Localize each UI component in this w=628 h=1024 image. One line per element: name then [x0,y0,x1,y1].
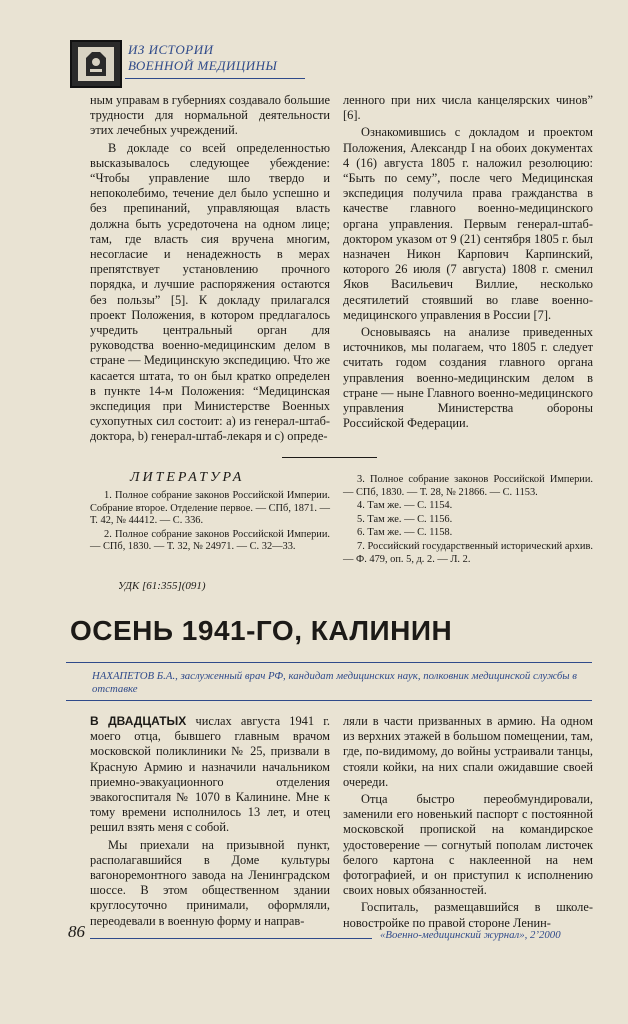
author-bottom-rule [66,700,592,701]
reference-item: 3. Полное собрание законов Российской Империи. — СПб, 1830. — Т. 28, № 21866. — С. 1153. [343,474,593,498]
reference-item: 1. Полное собрание законов Российской Империи. Собрание второе. Отделение первое. — СПб, 1871. — Т. 42, № 44412. — С. 336. [90,490,330,527]
paragraph: ным управам в губерниях создавало большие трудности для нормальной деятельности этих лечебных учреждений. [90,93,330,138]
paragraph: В ДВАДЦАТЫХ числах августа 1941 г. моего отца, бывшего главным врачом московской поликлиники № 25, призвали в Красную Армию и назначили начальником приемно-эвакуационного отделения эвакогоспиталя № 1070 в Калинине. Мне к тому времени исполнилось 13 лет, и отец решил взять меня с собой. [90,714,330,835]
udk-code: УДК [61:355](091) [118,580,206,592]
literature-title: ЛИТЕРАТУРА [130,470,245,485]
reference-item: 7. Российский государственный исторический архив. — Ф. 479, оп. 5, д. 2. — Л. 2. [343,540,593,565]
page-number: 86 [68,922,85,941]
literature-list-left [90,490,330,555]
paragraph: Основываясь на анализе приведенных источников, мы полагаем, что 1805 г. следует считать годом создания главного органа управления военно-медицинским делом в стране — ныне Главного военно-медицинского управления Министерства обороны Российской Федерации. [343,325,593,431]
journal-name: «Военно-медицинский журнал», 2’2000 [380,929,561,941]
paragraph: ляли в части призванных в армию. На одном из верхних этажей в большом помещении, там, где, по-видимому, до войны устраивали танцы, стояли койки, на них спали ожидавшие своей очереди. [343,714,593,789]
reference-item: 6. Там же. — С. 1158. [357,527,453,539]
article-left-column [90,714,330,931]
reference-item: 2. Полное собрание законов Российской Империи. — СПб, 1830. — Т. 32, № 24971. — С. 32—33. [90,528,330,553]
article-title: ОСЕНЬ 1941-ГО, КАЛИНИН [70,615,453,646]
footer-rule [90,938,372,939]
article-right-column [343,714,593,933]
section-logo-icon [70,40,122,88]
paragraph: ленного при них числа канцелярских чинов” [6]. [343,93,593,123]
lead-in: В ДВАДЦАТЫХ [90,714,187,728]
top-right-column [343,93,593,433]
paragraph: Отца быстро переобмундировали, заменили его новенький паспорт с постоянной московской пропиской на командирское удостоверение — согнутый пополам листочек белого картона с наклеенной на нем фотографией, и он приступил к исполнению своих новых обязанностей. [343,792,593,898]
author-top-rule [66,662,592,663]
reference-item: 4. Там же. — С. 1154. [357,500,453,512]
top-left-column [90,93,330,447]
article-author: НАХАПЕТОВ Б.А., заслуженный врач РФ, кандидат медицинских наук, полковник медицинской службы в отставке [92,670,577,695]
paragraph: В докладе со всей определенностью высказывалось следующее убеждение: “Чтобы управление шло твердо и непоколебимо, течение дел было успешно и без препинаний, управляющая власть должна быть усредоточена на одном лице; там, где власть сия вручена многим, несогласие и ненадежность в мерах препятствует установлению прочного порядка, и лучшие распоряжения остаются без пользы” [5]. К докладу прилагался проект Положения, в котором предлагалось учредить центральный орган для руководства военно-медицинским делом в стране — Медицинскую экспедицию. Что же касается штата, то он был кратко определен в пункте 14-м Положения: “Медицинская экспедиция при Министерстве Военных сухопутных сил состоит: а) из генерал-штаб-доктора, b) генерал-штаб-лекаря и с) опреде- [90,140,330,444]
section-title: ИЗ ИСТОРИИ ВОЕННОЙ МЕДИЦИНЫ [128,42,278,73]
reference-item: 5. Там же. — С. 1156. [357,513,453,525]
paragraph: Ознакомившись с докладом и проектом Положения, Александр I на обоих документах 4 (16) августа 1805 г. наложил резолюцию: “Быть по сему”, после чего Медицинская экспедиция получила права гражданства в качестве главного военно-медицинского органа управления. Первым генерал-штаб-доктором указом от 9 (21) сентября 1805 г. был назначен Никон Карпович Карпинский, которого 26 июля (7 августа) 1808 г. сменил Яков Васильевич Виллие, несколько десятилетий стоявший во главе военно-медицинского управления в России [7]. [343,125,593,322]
literature-list-right [343,474,593,567]
header-divider [125,78,305,79]
paragraph: Мы приехали на призывной пункт, располагавшийся в Доме культуры вагоноремонтного завода на Ленинградском шоссе. В этом общественном здании круглосуточно принимали, оформляли, переодевали в военную форму и направ- [90,837,330,928]
paragraph: Госпиталь, размещавшийся в школе-новостройке по правой стороне Ленин- [343,900,593,930]
literature-divider [282,457,377,458]
